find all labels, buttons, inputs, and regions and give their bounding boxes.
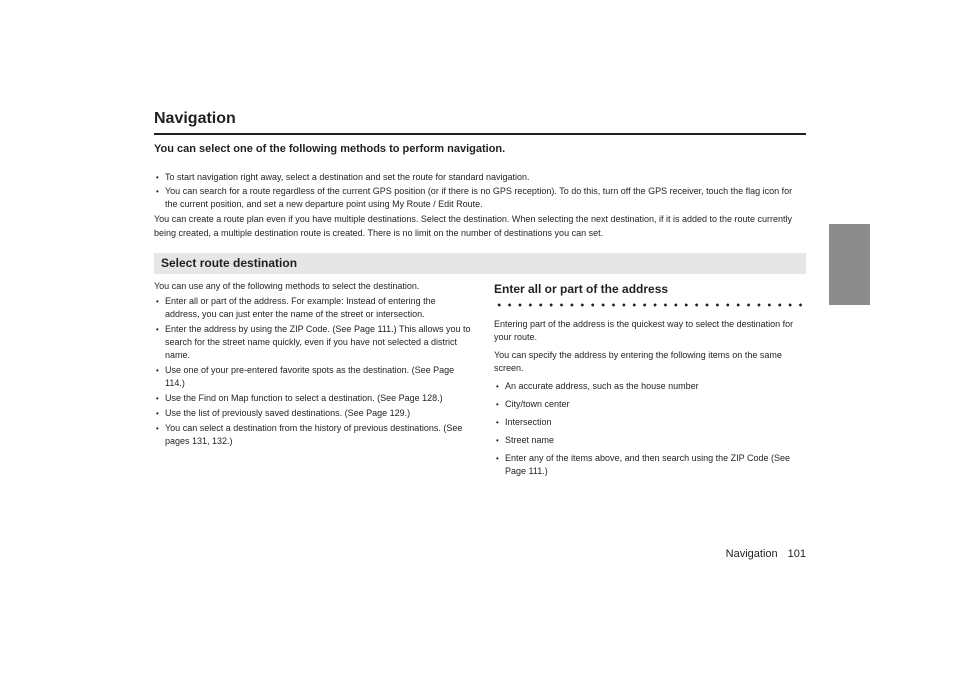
list-item: • You can search for a route regardless of the current GPS position (or if there is no GPS reception). To do this, turn off the GPS receiver, touch the flag icon for the current position, and set a new departure point using My Route / Edit Route. [154, 185, 806, 211]
left-column [154, 280, 472, 450]
list-item: • An accurate address, such as the house number [494, 380, 806, 393]
intro-lead: You can select one of the following methods to perform navigation. [154, 143, 506, 155]
list-item: • Use the Find on Map function to select a destination. (See Page 128.) [154, 392, 472, 405]
address-item-list [494, 380, 806, 478]
list-item: • Use the list of previously saved destinations. (See Page 129.) [154, 407, 472, 420]
list-item: • Enter the address by using the ZIP Code. (See Page 111.) This allows you to search for the street name quickly, even if you have not selected a district name. [154, 323, 472, 362]
method-list [154, 295, 472, 448]
chapter-side-tab [829, 224, 870, 305]
page-title: Navigation [154, 110, 236, 127]
subsection-heading: Enter all or part of the address [494, 282, 669, 296]
list-item: • You can select a destination from the history of previous destinations. (See pages 131, 132.) [154, 422, 472, 448]
list-item: • City/town center [494, 398, 806, 411]
subsection-paragraph: You can specify the address by entering the following items on the same screen. [494, 350, 782, 373]
section-intro: You can use any of the following methods to select the destination. [154, 281, 420, 291]
page-number: 101 [787, 548, 806, 560]
list-item: • Enter all or part of the address. For example: Instead of entering the address, you can just enter the name of the street or intersection. [154, 295, 472, 321]
section-header-band [154, 253, 806, 274]
list-item: • To start navigation right away, select a destination and set the route for standard navigation. [154, 171, 806, 184]
list-item: • Enter any of the items above, and then search using the ZIP Code (See Page 111.) [494, 452, 806, 478]
list-item: • Street name [494, 434, 806, 447]
intro-bullet-list [154, 171, 806, 212]
title-rule [154, 133, 806, 135]
section-heading: Select route destination [161, 256, 298, 270]
right-column [494, 280, 806, 483]
route-plan-paragraph: You can create a route plan even if you have multiple destinations. Select the destination. When selecting the next destination, if it is added to the route currently being created, a multiple destination route is created. There is no limit on the number of destinations you can set. [154, 214, 793, 238]
list-item: • Intersection [494, 416, 806, 429]
footer-section-name: Navigation [725, 548, 778, 560]
subsection-paragraph: Entering part of the address is the quickest way to select the destination for your route. [494, 319, 794, 342]
page-footer [700, 548, 806, 560]
dotted-rule [494, 301, 806, 309]
list-item: • Use one of your pre-entered favorite spots as the destination. (See Page 114.) [154, 364, 472, 390]
